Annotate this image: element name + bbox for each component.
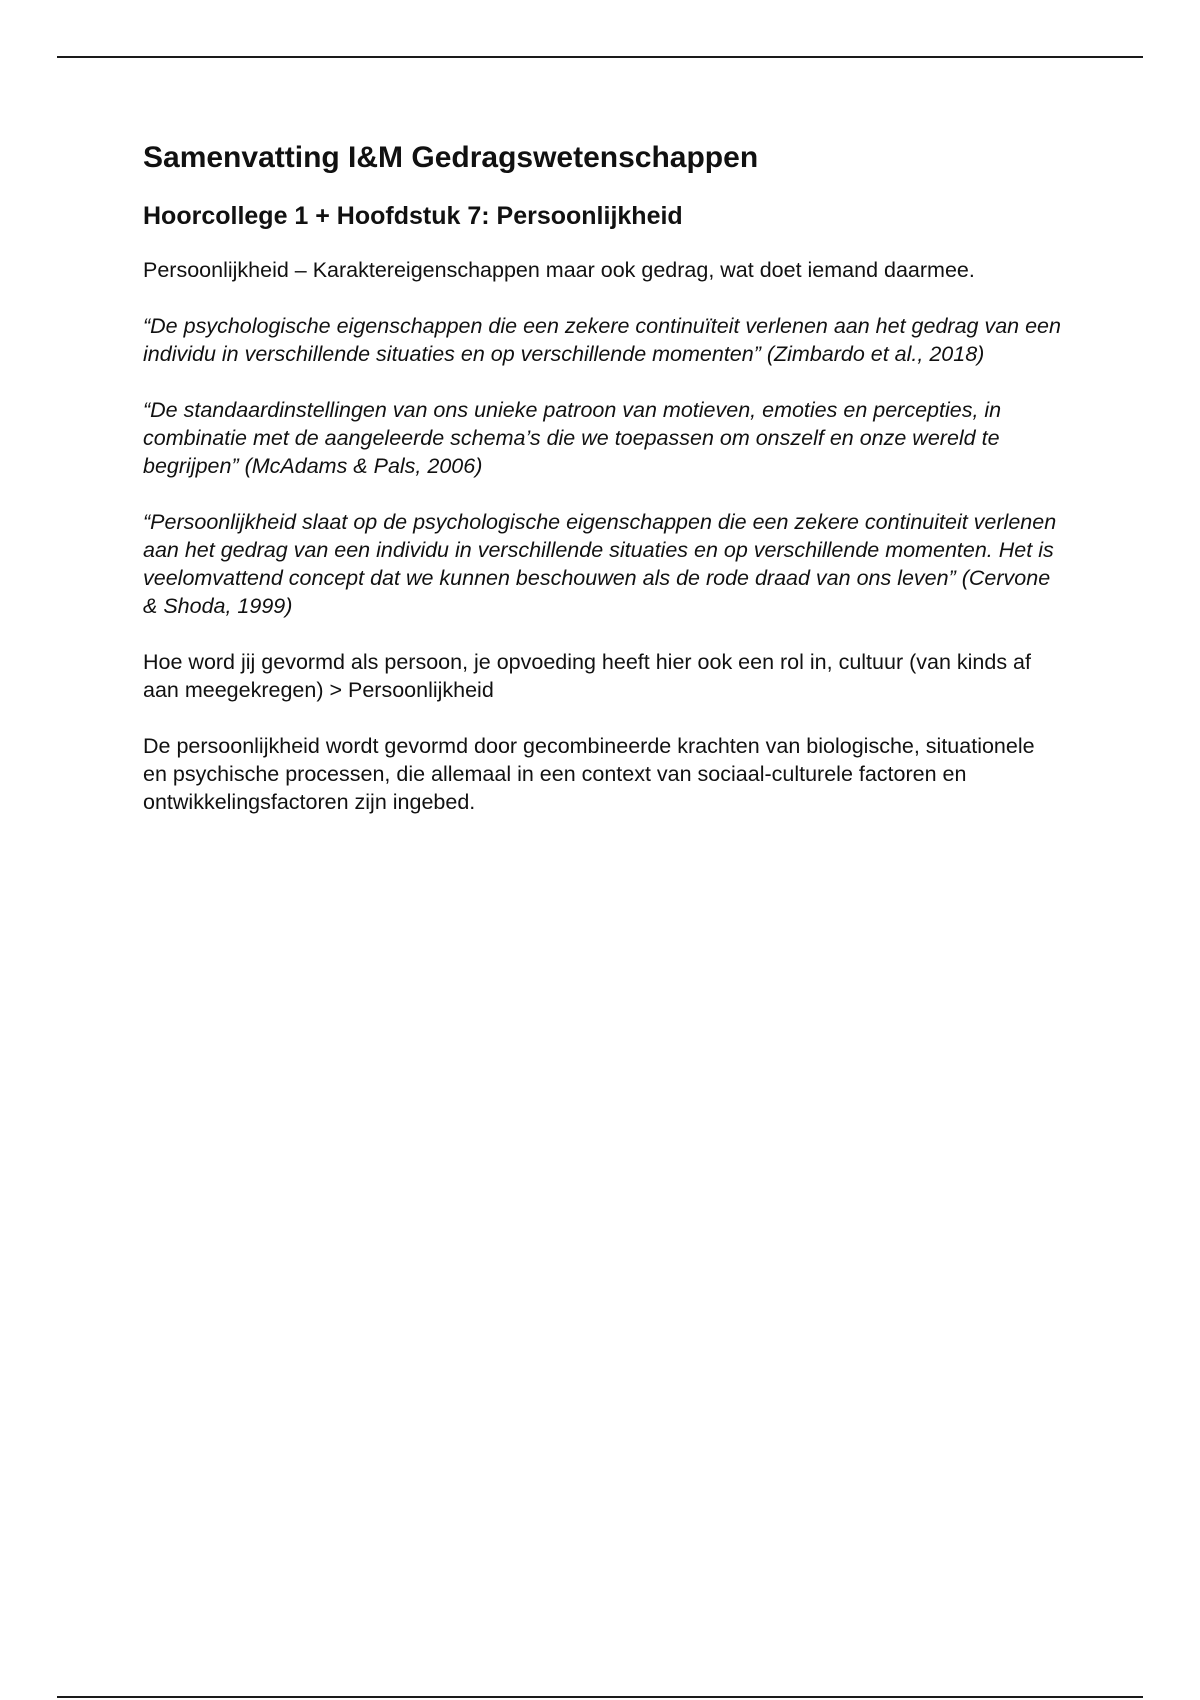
quote-mcadams-pals: “De standaardinstellingen van ons unieke patroon van motieven, emoties en percepties, in combinatie met de aangeleerde schema’s die we toepassen om onszelf en onze wereld te begrijpen” (McAdams & Pals, 2006) [143,398,1002,478]
quote-cervone-shoda: “Persoonlijkheid slaat op de psychologische eigenschappen die een zekere continuiteit verlenen aan het gedrag van een individu in verschillende situaties en op verschillende momenten. Het is veelomvattend concept dat we kunnen beschouwen als de rode draad van ons leven” (Cervone & Shoda, 1999) [143,510,1057,618]
formation-paragraph: Hoe word jij gevormd als persoon, je opvoeding heeft hier ook een rol in, cultuur (van kinds af aan meegekregen) > Persoonlijkheid [143,650,1031,702]
section-heading: Hoorcollege 1 + Hoofdstuk 7: Persoonlijkheid [143,202,683,230]
footer-rule [57,1696,1143,1698]
quote-zimbardo: “De psychologische eigenschappen die een zekere continuïteit verlenen aan het gedrag van een individu in verschillende situaties en op verschillende momenten” (Zimbardo et al., 2018) [143,314,1061,366]
definition-paragraph: Persoonlijkheid – Karaktereigenschappen maar ook gedrag, wat doet iemand daarmee. [143,258,975,282]
document-title: Samenvatting I&M Gedragswetenschappen [143,141,759,174]
document-body [143,140,1063,844]
forces-paragraph: De persoonlijkheid wordt gevormd door gecombineerde krachten van biologische, situationele en psychische processen, die allemaal in een context van sociaal-culturele factoren en ontwikkelingsfactoren zijn ingebed. [143,734,1035,814]
header-rule [57,56,1143,58]
